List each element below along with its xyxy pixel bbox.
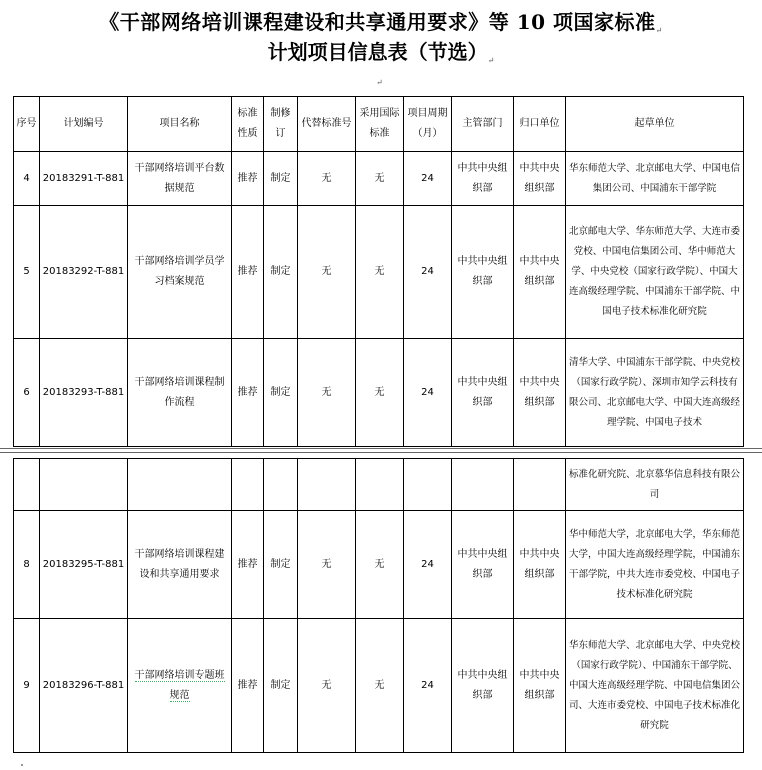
table-row [14,206,744,339]
cell-intl: 无 [356,206,404,339]
cell-revise: 制定 [264,152,298,206]
cell-period: 24 [404,339,452,447]
cell-seq: 6 [14,339,40,447]
cell-name [128,619,232,753]
title-line2-text: 计划项目信息表（节选） [267,40,488,64]
header-replace: 代替标准号 [298,97,356,152]
project-table-page2 [13,458,744,753]
header-drafter: 起草单位 [566,97,744,152]
title-line1-text: 《干部网络培训课程建设和共享通用要求》等 10 项国家标准 [99,10,656,34]
cell-central: 中共中央组织部 [514,339,566,447]
cell-name: 干部网络培训学员学习档案规范 [128,206,232,339]
cell-name: 干部网络培训平台数据规范 [128,152,232,206]
header-revise: 制修订 [264,97,298,152]
header-seq: 序号 [14,97,40,152]
stray-dot [21,764,23,766]
cell-nature: 推荐 [232,511,264,619]
cell-replace: 无 [298,619,356,753]
cell-central: 中共中央组织部 [514,511,566,619]
cell-name: 干部网络培训课程制作流程 [128,339,232,447]
cell-revise: 制定 [264,339,298,447]
cell-intl: 无 [356,619,404,753]
table-row [14,511,744,619]
cell-revise: 制定 [264,206,298,339]
document-title-line1 [0,6,762,35]
cell-period: 24 [404,206,452,339]
header-nature: 标准性质 [232,97,264,152]
cell-plan-no: 20183291-T-881 [40,152,128,206]
cell-period: 24 [404,511,452,619]
cell-plan-no: 20183295-T-881 [40,511,128,619]
table-row [14,152,744,206]
header-dept: 主管部门 [452,97,514,152]
cell-seq: 8 [14,511,40,619]
header-period: 项目周期（月） [404,97,452,152]
cell-name: 干部网络培训课程建设和共享通用要求 [128,511,232,619]
cell-intl: 无 [356,339,404,447]
paragraph-mark-icon: ↵ [376,78,383,87]
cell-plan-no: 20183296-T-881 [40,619,128,753]
paragraph-mark-icon: ↵ [487,56,495,65]
cell-intl: 无 [356,152,404,206]
cell-replace: 无 [298,511,356,619]
cell-drafter: 北京邮电大学、华东师范大学、大连市委党校、中国电信集团公司、华中师范大学、中央党校（国家行政学院）、中国大连高级经理学院、中国浦东干部学院、中国电子技术标准化研究院 [566,206,744,339]
cell-replace: 无 [298,152,356,206]
cell-revise: 制定 [264,619,298,753]
cell-nature: 推荐 [232,619,264,753]
cell-central: 中共中央组织部 [514,152,566,206]
cell-seq: 4 [14,152,40,206]
cell-revise: 制定 [264,511,298,619]
cell-dept: 中共中央组织部 [452,152,514,206]
cell-plan-no: 20183293-T-881 [40,339,128,447]
cell-replace: 无 [298,206,356,339]
cell-drafter: 华东师范大学、北京邮电大学、中央党校（国家行政学院）、中国浦东干部学院、中国大连高级经理学院、中国电信集团公司、大连市委党校、中国电子技术标准化研究院 [566,619,744,753]
cell-intl: 无 [356,511,404,619]
cell-drafter: 华中师范大学，北京邮电大学，华东师范大学，中国大连高级经理学院，中国浦东干部学院，中共大连市委党校、中国电子技术标准化研究院 [566,511,744,619]
header-name: 项目名称 [128,97,232,152]
header-intl: 采用国际标准 [356,97,404,152]
cell-seq: 9 [14,619,40,753]
table-header-row [14,97,744,152]
cell-period: 24 [404,619,452,753]
paragraph-mark-icon: ↵ [655,26,663,35]
cell-nature: 推荐 [232,339,264,447]
cell-dept: 中共中央组织部 [452,619,514,753]
table-row [14,339,744,447]
project-table-page1 [13,96,744,447]
document-title-line2 [0,36,762,65]
cell-dept: 中共中央组织部 [452,511,514,619]
cell-dept: 中共中央组织部 [452,206,514,339]
cell-nature: 推荐 [232,152,264,206]
cell-drafter: 清华大学、中国浦东干部学院、中央党校（国家行政学院）、深圳市知学云科技有限公司、北京邮电大学、中国大连高级经理学院、中国电子技术 [566,339,744,447]
cell-drafter: 华东师范大学、北京邮电大学、中国电信集团公司、中国浦东干部学院 [566,152,744,206]
header-central: 归口单位 [514,97,566,152]
cell-central: 中共中央组织部 [514,206,566,339]
header-plan-no: 计划编号 [40,97,128,152]
cell-period: 24 [404,152,452,206]
cell-name-text: 干部网络培训专题班规范 [134,669,225,701]
cell-central: 中共中央组织部 [514,619,566,753]
cell-drafter-continued: 标准化研究院、北京慕华信息科技有限公司 [566,459,744,511]
cell-plan-no: 20183292-T-881 [40,206,128,339]
cell-replace: 无 [298,339,356,447]
cell-dept: 中共中央组织部 [452,339,514,447]
table-row [14,619,744,753]
page-break-divider [0,445,762,456]
cell-nature: 推荐 [232,206,264,339]
table-row-continuation [14,459,744,511]
cell-seq: 5 [14,206,40,339]
